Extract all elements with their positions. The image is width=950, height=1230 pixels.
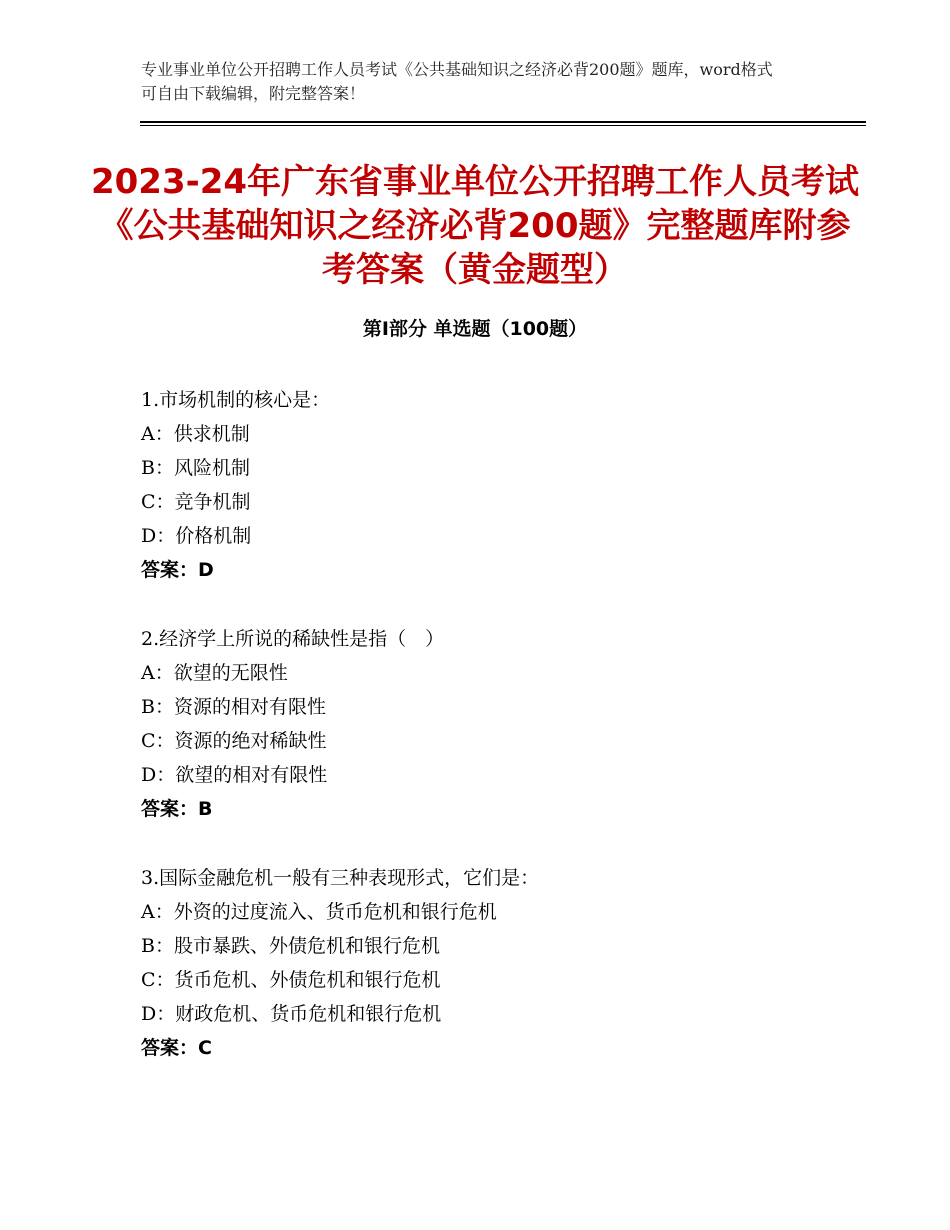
option-d: D：欲望的相对有限性 (141, 764, 328, 786)
option-c: C：货币危机、外债危机和银行危机 (141, 969, 441, 991)
option-a: A：外资的过度流入、货币危机和银行危机 (141, 901, 497, 923)
option-c: C：资源的绝对稀缺性 (141, 730, 327, 752)
option-d: D：价格机制 (141, 525, 252, 547)
question-list (141, 383, 861, 1100)
question-stem: 2.经济学上所说的稀缺性是指（ ） (141, 628, 445, 650)
document-title: 2023-24年广东省事业单位公开招聘工作人员考试《公共基础知识之经济必背200题》完整题库附参考答案（黄金题型） (90, 162, 860, 290)
option-a: A：供求机制 (141, 423, 250, 445)
question-stem: 1.市场机制的核心是： (141, 389, 331, 411)
answer-line: 答案：B (141, 798, 213, 820)
header-rule-thin (140, 125, 866, 126)
option-c: C：竞争机制 (141, 491, 251, 513)
option-b: B：股市暴跌、外债危机和银行危机 (141, 935, 440, 957)
option-a: A：欲望的无限性 (141, 662, 288, 684)
option-b: B：风险机制 (141, 457, 250, 479)
question-stem: 3.国际金融危机一般有三种表现形式，它们是： (141, 867, 540, 889)
answer-line: 答案：D (141, 559, 214, 581)
header-rule-thick (140, 121, 866, 123)
question-1 (141, 383, 861, 587)
question-2 (141, 622, 861, 826)
option-b: B：资源的相对有限性 (141, 696, 326, 718)
question-3 (141, 861, 861, 1065)
header-note: 专业事业单位公开招聘工作人员考试《公共基础知识之经济必背200题》题库，word格式可自由下载编辑，附完整答案！ (141, 60, 773, 103)
option-d: D：财政危机、货币危机和银行危机 (141, 1003, 442, 1025)
section-heading: 第Ⅰ部分 单选题（100题） (362, 318, 588, 340)
answer-line: 答案：C (141, 1037, 212, 1059)
